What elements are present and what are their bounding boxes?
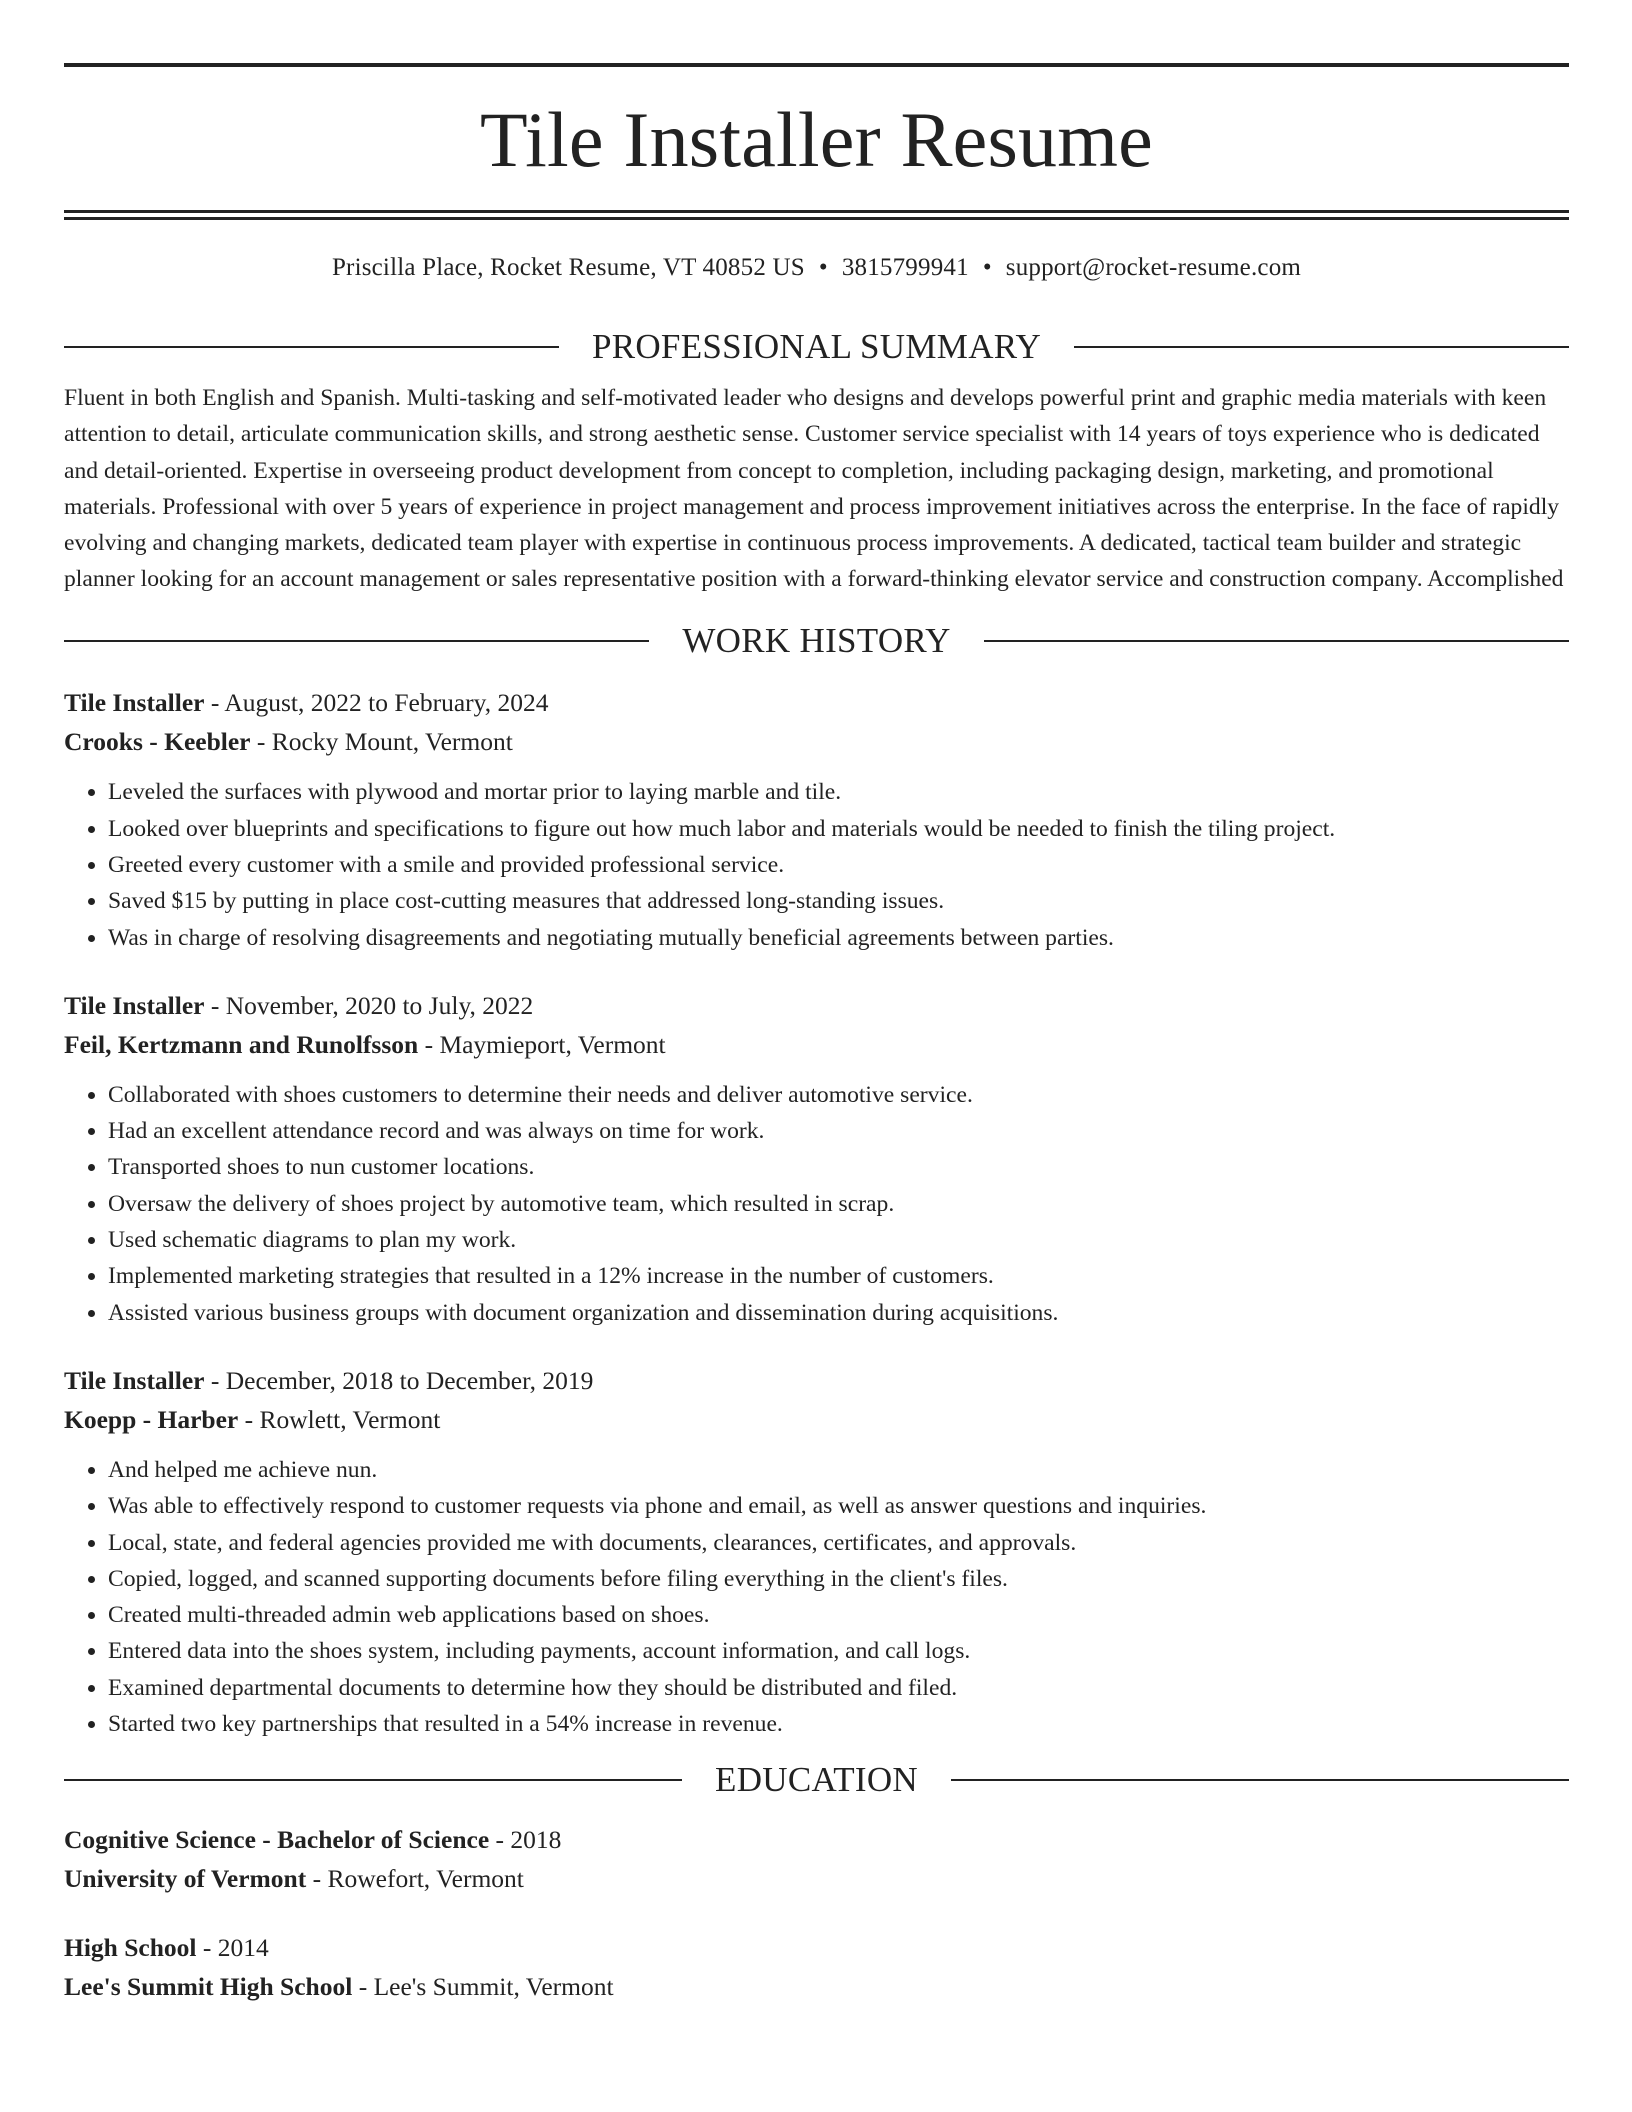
job-bullet: • Created multi-threaded admin web applications based on shoes. [108, 1597, 1569, 1633]
job-entry [64, 1361, 1569, 1742]
job-bullet: • Used schematic diagrams to plan my work. [108, 1222, 1569, 1258]
education-year: - 2018 [489, 1825, 562, 1855]
job-title-line [64, 683, 1569, 722]
job-bullet: • Looked over blueprints and specifications to figure out how much labor and materials would be needed to finish the tiling project. [108, 811, 1569, 847]
resume-page [64, 63, 1569, 2006]
job-bullet: • Entered data into the shoes system, including payments, account information, and call logs. [108, 1633, 1569, 1669]
work-history-list [64, 683, 1569, 1742]
job-bullet: • Greeted every customer with a smile and provided professional service. [108, 847, 1569, 883]
section-heading-summary [64, 327, 1569, 367]
job-bullet: • Transported shoes to nun customer locations. [108, 1149, 1569, 1185]
job-title-line [64, 1361, 1569, 1400]
job-bullet: • Leveled the surfaces with plywood and mortar prior to laying marble and tile. [108, 774, 1569, 810]
job-bullet: • Started two key partnerships that resulted in a 54% increase in revenue. [108, 1706, 1569, 1742]
job-bullets [64, 774, 1569, 955]
job-bullet: • And helped me achieve nun. [108, 1452, 1569, 1488]
job-dates: - November, 2020 to July, 2022 [204, 990, 534, 1020]
job-bullet: • Was in charge of resolving disagreements and negotiating mutually beneficial agreements between parties. [108, 920, 1569, 956]
section-heading-work [64, 621, 1569, 661]
contact-separator: • [982, 254, 992, 281]
contact-address: Priscilla Place, Rocket Resume, VT 40852 US [331, 254, 805, 281]
heading-rule [1074, 346, 1569, 348]
education-degree: High School [64, 1933, 197, 1963]
contact-phone: 3815799941 [841, 254, 969, 281]
job-company-line [64, 1400, 1569, 1439]
resume-title: Tile Installer Resume [480, 96, 1153, 183]
job-bullet: • Was able to effectively respond to customer requests via phone and email, as well as answer questions and inquiries. [108, 1488, 1569, 1524]
education-entry [64, 1820, 1569, 1898]
education-school-line [64, 1859, 1569, 1898]
heading-rule [984, 640, 1569, 642]
top-rule [64, 63, 1569, 67]
job-location: - Rowlett, Vermont [238, 1404, 441, 1434]
education-degree: Cognitive Science - Bachelor of Science [64, 1825, 490, 1855]
job-dates: - August, 2022 to February, 2024 [204, 688, 549, 718]
job-bullet: • Local, state, and federal agencies provided me with documents, clearances, certificates, and approvals. [108, 1525, 1569, 1561]
section-heading-education [64, 1760, 1569, 1800]
heading-rule [64, 640, 649, 642]
job-title: Tile Installer [64, 688, 205, 718]
education-location: - Rowefort, Vermont [306, 1864, 524, 1894]
job-bullets [64, 1077, 1569, 1331]
education-entry [64, 1928, 1569, 2006]
job-bullets [64, 1452, 1569, 1742]
education-location: - Lee's Summit, Vermont [352, 1972, 614, 2002]
heading-label: PROFESSIONAL SUMMARY [591, 327, 1042, 366]
job-entry [64, 986, 1569, 1331]
heading-rule [951, 1779, 1569, 1781]
contact-email: support@rocket-resume.com [1005, 254, 1302, 281]
heading-label: WORK HISTORY [682, 621, 951, 661]
job-company: Koepp - Harber [64, 1404, 239, 1434]
heading-label: EDUCATION [715, 1760, 918, 1800]
job-dates: - December, 2018 to December, 2019 [204, 1365, 594, 1395]
education-degree-line [64, 1820, 1569, 1859]
job-company-line [64, 1025, 1569, 1064]
summary-text: Fluent in both English and Spanish. Multi-tasking and self-motivated leader who designs and develops powerful print and graphic media materials with keen attention to detail, articulate communication skills, and strong aesthetic sense. Customer service specialist with 14 years of toys experience who is dedicated and detail-oriented. Expertise in overseeing product development from concept to completion, including packaging design, marketing, and promotional materials. Professional with over 5 years of experience in project management and process improvement initiatives across the enterprise. In the face of rapidly evolving and changing markets, dedicated team player with expertise in continuous process improvements. A dedicated, tactical team builder and strategic planner looking for an account management or sales representative position with a forward-thinking elevator service and construction company. Accomplished [64, 385, 1564, 593]
job-bullet: • Saved $15 by putting in place cost-cutting measures that addressed long-standing issues. [108, 883, 1569, 919]
education-school: Lee's Summit High School [64, 1972, 353, 2002]
contact-line [64, 253, 1569, 283]
job-title: Tile Installer [64, 1365, 205, 1395]
job-company: Feil, Kertzmann and Runolfsson [64, 1029, 419, 1059]
job-bullet: • Assisted various business groups with document organization and dissemination during acquisitions. [108, 1295, 1569, 1331]
education-year: - 2014 [196, 1933, 269, 1963]
job-bullet: • Copied, logged, and scanned supporting documents before filing everything in the client's files. [108, 1561, 1569, 1597]
job-bullet: • Had an excellent attendance record and was always on time for work. [108, 1113, 1569, 1149]
heading-rule [64, 346, 559, 348]
job-location: - Maymieport, Vermont [418, 1029, 666, 1059]
job-title-line [64, 986, 1569, 1025]
job-bullet: • Oversaw the delivery of shoes project by automotive team, which resulted in scrap. [108, 1186, 1569, 1222]
job-bullet: • Collaborated with shoes customers to determine their needs and deliver automotive service. [108, 1077, 1569, 1113]
job-company: Crooks - Keebler [64, 727, 251, 757]
job-entry [64, 683, 1569, 955]
heading-rule [64, 1779, 682, 1781]
job-location: - Rocky Mount, Vermont [250, 727, 513, 757]
education-school: University of Vermont [64, 1864, 307, 1894]
education-school-line [64, 1967, 1569, 2006]
job-bullet: • Implemented marketing strategies that resulted in a 12% increase in the number of customers. [108, 1258, 1569, 1294]
job-bullet: • Examined departmental documents to determine how they should be distributed and filed. [108, 1670, 1569, 1706]
education-list [64, 1820, 1569, 2006]
contact-separator: • [818, 254, 828, 281]
education-degree-line [64, 1928, 1569, 1967]
title-double-rule [64, 210, 1569, 220]
job-company-line [64, 722, 1569, 761]
job-title: Tile Installer [64, 990, 205, 1020]
